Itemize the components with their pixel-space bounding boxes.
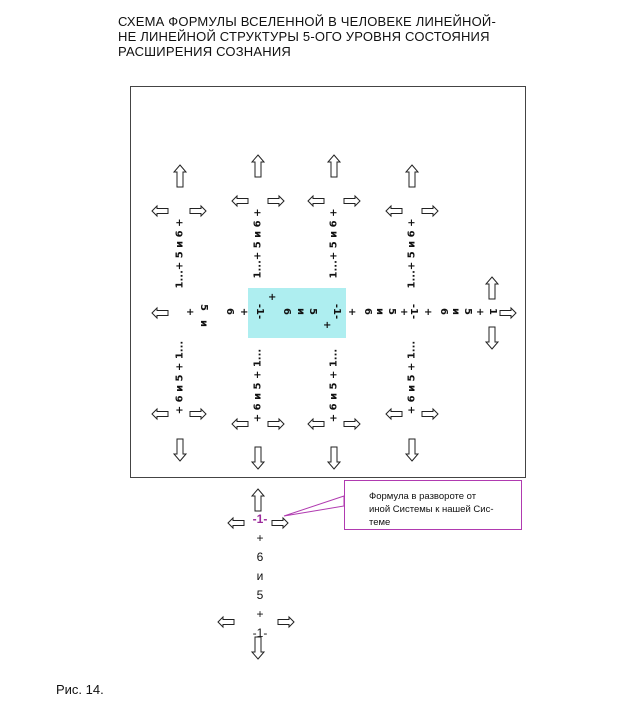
- callout-pointer: [284, 496, 344, 516]
- formula-token: +: [268, 292, 277, 303]
- column-formula-lower: + 6 и 5 + 1...: [406, 340, 418, 415]
- arrow-down-icon: [174, 439, 186, 461]
- formula-token: 6: [280, 308, 292, 315]
- figure-label: Рис. 14.: [56, 682, 104, 697]
- formula-token: 5: [461, 308, 473, 315]
- arrow-left-icon: [232, 419, 248, 429]
- column-formula-upper: 1...+ 5 и 6 +: [406, 218, 418, 289]
- arrow-left-icon: [386, 206, 402, 216]
- lower-token: +: [256, 531, 264, 545]
- callout-box: [344, 480, 522, 530]
- arrow-right-icon: [268, 196, 284, 206]
- arrow-right-icon: [344, 196, 360, 206]
- arrow-left-icon: [308, 419, 324, 429]
- arrow-left-icon: [232, 196, 248, 206]
- formula-token: +: [323, 320, 332, 331]
- lower-token: -1-: [252, 512, 268, 526]
- formula-token: и: [374, 307, 386, 316]
- column-formula-upper: 1...+ 5 и 6 +: [252, 208, 264, 279]
- column-formula-lower: + 6 и 5 + 1...: [174, 340, 186, 415]
- arrow-right-icon: [344, 419, 360, 429]
- callout-line: иной Системы к нашей Сис-: [369, 504, 494, 515]
- lower-token: 5: [256, 588, 264, 602]
- column-formula-lower: + 6 и 5 + 1...: [252, 348, 264, 423]
- formula-token: +: [424, 307, 433, 318]
- arrow-right-icon: [190, 206, 206, 216]
- lower-token: и: [256, 569, 264, 583]
- formula-token: 6: [361, 308, 373, 315]
- column-formula-upper: 1...+ 5 и 6 +: [174, 218, 186, 289]
- formula-token: 5: [385, 308, 397, 315]
- formula-token: +: [240, 307, 249, 318]
- formula-token: 6: [437, 308, 449, 315]
- title-line: НЕ ЛИНЕЙНОЙ СТРУКТУРЫ 5-ОГО УРОВНЯ СОСТОЯНИЯ: [118, 29, 490, 44]
- arrow-up-icon: [328, 155, 340, 177]
- formula-token: 5: [306, 308, 318, 315]
- formula-token: +: [476, 307, 485, 318]
- arrow-left-icon: [386, 409, 402, 419]
- arrow-up-icon: [406, 165, 418, 187]
- lower-token: 6: [256, 550, 264, 564]
- formula-token: -1-: [331, 303, 343, 320]
- arrow-down-icon: [406, 439, 418, 461]
- formula-token: +: [400, 307, 409, 318]
- arrow-up-icon: [252, 155, 264, 177]
- formula-token: 6: [223, 308, 235, 315]
- title-line: РАСШИРЕНИЯ СОЗНАНИЯ: [118, 44, 291, 59]
- formula-token: +: [348, 307, 357, 318]
- arrow-right-icon: [278, 617, 294, 627]
- column-formula-upper: 1...+ 5 и 6 +: [328, 208, 340, 279]
- arrow-left-icon: [152, 206, 168, 216]
- arrow-right-icon: [268, 419, 284, 429]
- lower-token: -1-: [252, 626, 268, 640]
- lower-token: +: [256, 607, 264, 621]
- callout-line: Формула в развороте от: [369, 491, 477, 502]
- arrow-right-icon: [190, 409, 206, 419]
- title-line: СХЕМА ФОРМУЛЫ ВСЕЛЕННОЙ В ЧЕЛОВЕКЕ ЛИНЕЙНОЙ-: [118, 14, 496, 29]
- formula-token: и: [450, 307, 462, 316]
- formula-token: и: [198, 319, 210, 328]
- arrow-left-icon: [152, 308, 168, 318]
- callout-line: теме: [369, 517, 391, 528]
- arrow-left-icon: [152, 409, 168, 419]
- formula-token: -1-: [408, 303, 420, 320]
- arrow-left-icon: [308, 196, 324, 206]
- arrow-down-icon: [328, 447, 340, 469]
- formula-token: 1: [486, 308, 498, 315]
- column-formula-lower: + 6 и 5 + 1...: [328, 348, 340, 423]
- arrow-right-icon: [422, 409, 438, 419]
- arrow-right-icon: [422, 206, 438, 216]
- arrow-right-icon: [500, 308, 516, 318]
- arrow-up-icon: [486, 277, 498, 299]
- arrow-up-icon: [174, 165, 186, 187]
- formula-token: 5: [197, 304, 209, 311]
- formula-token: +: [186, 307, 195, 318]
- formula-token: и: [295, 307, 307, 316]
- arrow-left-icon: [218, 617, 234, 627]
- arrow-up-icon: [252, 489, 264, 511]
- lower-formula: [240, 510, 280, 643]
- formula-token: -1-: [254, 303, 266, 320]
- arrow-down-icon: [252, 447, 264, 469]
- arrow-down-icon: [486, 327, 498, 349]
